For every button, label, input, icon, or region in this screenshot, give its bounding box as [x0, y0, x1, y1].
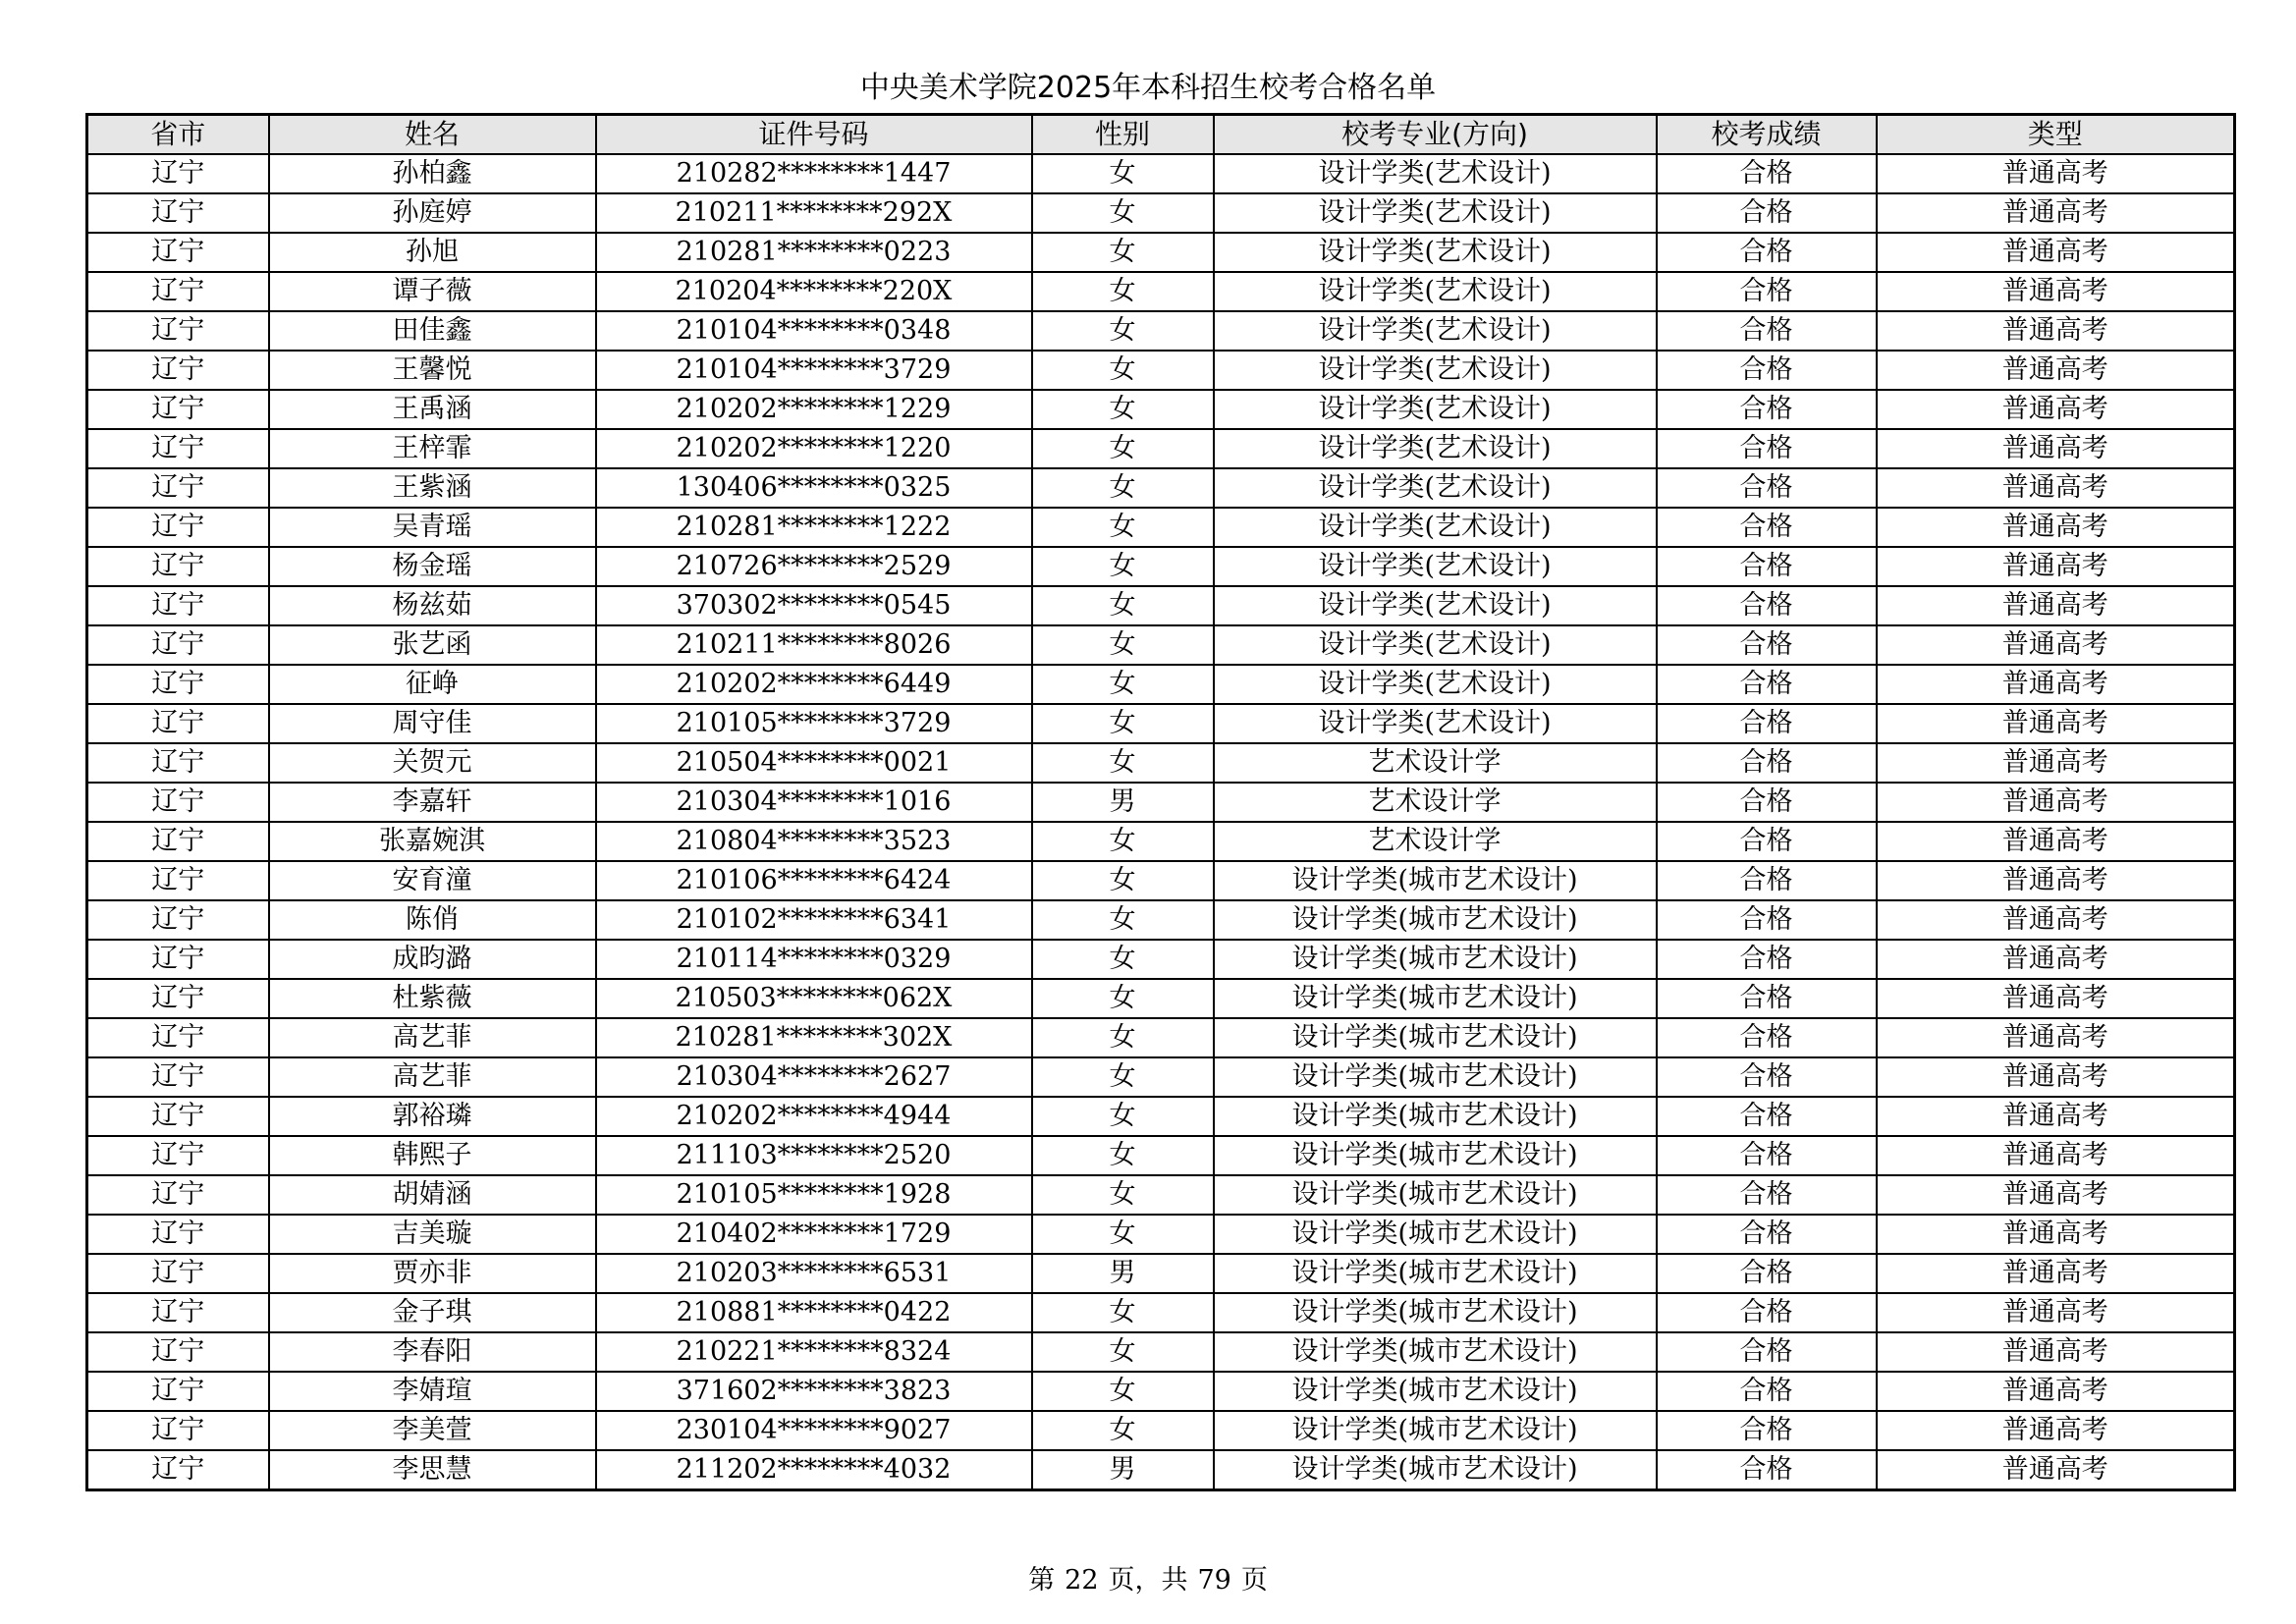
cell-id-number: 210504********0021 — [596, 743, 1032, 783]
column-header-type: 类型 — [1877, 115, 2235, 155]
cell-id-number: 210281********302X — [596, 1018, 1032, 1057]
cell-type: 普通高考 — [1877, 272, 2235, 311]
cell-gender: 女 — [1032, 625, 1214, 665]
cell-province: 辽宁 — [87, 625, 269, 665]
cell-province: 辽宁 — [87, 1215, 269, 1254]
cell-type: 普通高考 — [1877, 311, 2235, 351]
column-header-id-number: 证件号码 — [596, 115, 1032, 155]
cell-type: 普通高考 — [1877, 233, 2235, 272]
cell-gender: 女 — [1032, 743, 1214, 783]
cell-type: 普通高考 — [1877, 1057, 2235, 1097]
cell-name: 王禹涵 — [269, 390, 596, 429]
cell-score: 合格 — [1657, 704, 1877, 743]
cell-id-number: 210104********3729 — [596, 351, 1032, 390]
cell-id-number: 210202********1220 — [596, 429, 1032, 468]
cell-name: 张艺函 — [269, 625, 596, 665]
cell-gender: 女 — [1032, 979, 1214, 1018]
page-suffix: 页 — [1240, 1565, 1268, 1596]
cell-gender: 男 — [1032, 783, 1214, 822]
cell-major: 设计学类(艺术设计) — [1214, 429, 1657, 468]
cell-type: 普通高考 — [1877, 1411, 2235, 1450]
cell-major: 设计学类(城市艺术设计) — [1214, 1372, 1657, 1411]
table-header-row — [87, 115, 2235, 155]
table-row — [87, 351, 2235, 390]
cell-name: 郭裕璘 — [269, 1097, 596, 1136]
cell-gender: 女 — [1032, 940, 1214, 979]
cell-score: 合格 — [1657, 1018, 1877, 1057]
cell-gender: 女 — [1032, 822, 1214, 861]
cell-id-number: 210281********1222 — [596, 508, 1032, 547]
cell-major: 设计学类(城市艺术设计) — [1214, 1136, 1657, 1175]
cell-id-number: 210221********8324 — [596, 1332, 1032, 1372]
table-row — [87, 1018, 2235, 1057]
cell-province: 辽宁 — [87, 272, 269, 311]
table-row — [87, 233, 2235, 272]
cell-name: 孙庭婷 — [269, 193, 596, 233]
page-mid: 页，共 — [1108, 1565, 1188, 1596]
cell-province: 辽宁 — [87, 704, 269, 743]
cell-province: 辽宁 — [87, 468, 269, 508]
page-current: 22 — [1065, 1565, 1099, 1596]
cell-major: 设计学类(艺术设计) — [1214, 154, 1657, 193]
cell-type: 普通高考 — [1877, 625, 2235, 665]
cell-province: 辽宁 — [87, 508, 269, 547]
cell-province: 辽宁 — [87, 1175, 269, 1215]
cell-score: 合格 — [1657, 783, 1877, 822]
cell-type: 普通高考 — [1877, 1175, 2235, 1215]
cell-major: 设计学类(城市艺术设计) — [1214, 1332, 1657, 1372]
cell-name: 王梓霏 — [269, 429, 596, 468]
cell-id-number: 210282********1447 — [596, 154, 1032, 193]
cell-name: 杜紫薇 — [269, 979, 596, 1018]
cell-score: 合格 — [1657, 1254, 1877, 1293]
cell-id-number: 210726********2529 — [596, 547, 1032, 586]
cell-type: 普通高考 — [1877, 193, 2235, 233]
cell-gender: 女 — [1032, 1136, 1214, 1175]
cell-id-number: 210105********1928 — [596, 1175, 1032, 1215]
cell-score: 合格 — [1657, 468, 1877, 508]
cell-gender: 女 — [1032, 390, 1214, 429]
cell-score: 合格 — [1657, 979, 1877, 1018]
table-row — [87, 429, 2235, 468]
cell-major: 设计学类(艺术设计) — [1214, 586, 1657, 625]
cell-name: 韩熙子 — [269, 1136, 596, 1175]
cell-type: 普通高考 — [1877, 940, 2235, 979]
cell-province: 辽宁 — [87, 547, 269, 586]
cell-type: 普通高考 — [1877, 508, 2235, 547]
cell-province: 辽宁 — [87, 1293, 269, 1332]
cell-gender: 女 — [1032, 1057, 1214, 1097]
cell-major: 设计学类(城市艺术设计) — [1214, 900, 1657, 940]
table-row — [87, 1136, 2235, 1175]
cell-province: 辽宁 — [87, 311, 269, 351]
cell-name: 杨兹茹 — [269, 586, 596, 625]
cell-type: 普通高考 — [1877, 1215, 2235, 1254]
cell-type: 普通高考 — [1877, 1372, 2235, 1411]
table-body — [87, 154, 2235, 1490]
cell-score: 合格 — [1657, 1136, 1877, 1175]
cell-score: 合格 — [1657, 665, 1877, 704]
cell-gender: 女 — [1032, 1175, 1214, 1215]
cell-gender: 女 — [1032, 1293, 1214, 1332]
cell-type: 普通高考 — [1877, 822, 2235, 861]
table-row — [87, 743, 2235, 783]
cell-score: 合格 — [1657, 351, 1877, 390]
cell-major: 设计学类(艺术设计) — [1214, 272, 1657, 311]
cell-id-number: 210804********3523 — [596, 822, 1032, 861]
cell-type: 普通高考 — [1877, 979, 2235, 1018]
cell-major: 设计学类(城市艺术设计) — [1214, 1097, 1657, 1136]
cell-name: 关贺元 — [269, 743, 596, 783]
table-row — [87, 1254, 2235, 1293]
cell-major: 设计学类(城市艺术设计) — [1214, 1450, 1657, 1490]
cell-type: 普通高考 — [1877, 1332, 2235, 1372]
table-row — [87, 900, 2235, 940]
table-row — [87, 1411, 2235, 1450]
table-row — [87, 940, 2235, 979]
cell-gender: 女 — [1032, 351, 1214, 390]
cell-type: 普通高考 — [1877, 665, 2235, 704]
cell-gender: 女 — [1032, 233, 1214, 272]
cell-province: 辽宁 — [87, 1097, 269, 1136]
table-row — [87, 1057, 2235, 1097]
cell-id-number: 210202********6449 — [596, 665, 1032, 704]
cell-id-number: 210203********6531 — [596, 1254, 1032, 1293]
column-header-gender: 性别 — [1032, 115, 1214, 155]
cell-gender: 女 — [1032, 1215, 1214, 1254]
table-row — [87, 1175, 2235, 1215]
cell-name: 孙柏鑫 — [269, 154, 596, 193]
cell-major: 设计学类(城市艺术设计) — [1214, 861, 1657, 900]
cell-province: 辽宁 — [87, 586, 269, 625]
cell-score: 合格 — [1657, 822, 1877, 861]
cell-major: 设计学类(城市艺术设计) — [1214, 1057, 1657, 1097]
cell-name: 李婧瑄 — [269, 1372, 596, 1411]
cell-gender: 女 — [1032, 1097, 1214, 1136]
cell-gender: 女 — [1032, 900, 1214, 940]
cell-id-number: 371602********3823 — [596, 1372, 1032, 1411]
table-row — [87, 1372, 2235, 1411]
cell-name: 周守佳 — [269, 704, 596, 743]
cell-score: 合格 — [1657, 311, 1877, 351]
table-row — [87, 272, 2235, 311]
page-total: 79 — [1197, 1565, 1231, 1596]
table-row — [87, 1215, 2235, 1254]
cell-name: 金子琪 — [269, 1293, 596, 1332]
cell-score: 合格 — [1657, 1175, 1877, 1215]
cell-type: 普通高考 — [1877, 900, 2235, 940]
table-row — [87, 1097, 2235, 1136]
cell-score: 合格 — [1657, 1450, 1877, 1490]
cell-name: 吉美璇 — [269, 1215, 596, 1254]
cell-score: 合格 — [1657, 1097, 1877, 1136]
cell-id-number: 370302********0545 — [596, 586, 1032, 625]
document-title: 中央美术学院2025年本科招生校考合格名单 — [859, 71, 1437, 105]
cell-province: 辽宁 — [87, 1411, 269, 1450]
cell-id-number: 230104********9027 — [596, 1411, 1032, 1450]
cell-gender: 女 — [1032, 154, 1214, 193]
cell-major: 艺术设计学 — [1214, 743, 1657, 783]
cell-gender: 女 — [1032, 861, 1214, 900]
cell-score: 合格 — [1657, 233, 1877, 272]
cell-type: 普通高考 — [1877, 429, 2235, 468]
table-row — [87, 390, 2235, 429]
cell-province: 辽宁 — [87, 193, 269, 233]
cell-type: 普通高考 — [1877, 1254, 2235, 1293]
cell-gender: 女 — [1032, 665, 1214, 704]
cell-major: 艺术设计学 — [1214, 783, 1657, 822]
cell-score: 合格 — [1657, 508, 1877, 547]
cell-score: 合格 — [1657, 1332, 1877, 1372]
page-prefix: 第 — [1028, 1565, 1056, 1596]
cell-type: 普通高考 — [1877, 1450, 2235, 1490]
cell-gender: 男 — [1032, 1450, 1214, 1490]
cell-major: 设计学类(城市艺术设计) — [1214, 1018, 1657, 1057]
cell-province: 辽宁 — [87, 1450, 269, 1490]
cell-score: 合格 — [1657, 1057, 1877, 1097]
cell-province: 辽宁 — [87, 429, 269, 468]
cell-gender: 女 — [1032, 429, 1214, 468]
admission-list-table — [85, 113, 2236, 1491]
table-row — [87, 822, 2235, 861]
cell-name: 张嘉婉淇 — [269, 822, 596, 861]
cell-type: 普通高考 — [1877, 547, 2235, 586]
cell-major: 设计学类(艺术设计) — [1214, 625, 1657, 665]
table-row — [87, 154, 2235, 193]
cell-id-number: 210402********1729 — [596, 1215, 1032, 1254]
cell-province: 辽宁 — [87, 940, 269, 979]
cell-province: 辽宁 — [87, 979, 269, 1018]
cell-name: 高艺菲 — [269, 1057, 596, 1097]
column-header-province: 省市 — [87, 115, 269, 155]
cell-name: 安育潼 — [269, 861, 596, 900]
cell-major: 艺术设计学 — [1214, 822, 1657, 861]
cell-province: 辽宁 — [87, 783, 269, 822]
cell-score: 合格 — [1657, 429, 1877, 468]
cell-major: 设计学类(城市艺术设计) — [1214, 1293, 1657, 1332]
cell-major: 设计学类(艺术设计) — [1214, 193, 1657, 233]
cell-gender: 女 — [1032, 311, 1214, 351]
cell-major: 设计学类(城市艺术设计) — [1214, 1254, 1657, 1293]
cell-score: 合格 — [1657, 940, 1877, 979]
cell-type: 普通高考 — [1877, 1136, 2235, 1175]
table-row — [87, 1293, 2235, 1332]
table-row — [87, 508, 2235, 547]
cell-province: 辽宁 — [87, 351, 269, 390]
cell-name: 李美萱 — [269, 1411, 596, 1450]
cell-gender: 女 — [1032, 1411, 1214, 1450]
cell-type: 普通高考 — [1877, 390, 2235, 429]
cell-score: 合格 — [1657, 743, 1877, 783]
table-row — [87, 783, 2235, 822]
cell-major: 设计学类(城市艺术设计) — [1214, 979, 1657, 1018]
cell-province: 辽宁 — [87, 1136, 269, 1175]
cell-type: 普通高考 — [1877, 1293, 2235, 1332]
cell-major: 设计学类(艺术设计) — [1214, 351, 1657, 390]
cell-id-number: 210881********0422 — [596, 1293, 1032, 1332]
cell-major: 设计学类(城市艺术设计) — [1214, 1175, 1657, 1215]
cell-gender: 男 — [1032, 1254, 1214, 1293]
cell-score: 合格 — [1657, 900, 1877, 940]
cell-name: 成昀潞 — [269, 940, 596, 979]
cell-id-number: 210202********4944 — [596, 1097, 1032, 1136]
cell-province: 辽宁 — [87, 822, 269, 861]
cell-score: 合格 — [1657, 390, 1877, 429]
cell-id-number: 210105********3729 — [596, 704, 1032, 743]
cell-major: 设计学类(城市艺术设计) — [1214, 940, 1657, 979]
cell-score: 合格 — [1657, 1411, 1877, 1450]
cell-id-number: 210202********1229 — [596, 390, 1032, 429]
cell-id-number: 210211********292X — [596, 193, 1032, 233]
cell-score: 合格 — [1657, 1215, 1877, 1254]
cell-id-number: 211202********4032 — [596, 1450, 1032, 1490]
cell-score: 合格 — [1657, 154, 1877, 193]
cell-id-number: 210281********0223 — [596, 233, 1032, 272]
cell-score: 合格 — [1657, 586, 1877, 625]
cell-score: 合格 — [1657, 193, 1877, 233]
cell-id-number: 210304********2627 — [596, 1057, 1032, 1097]
cell-id-number: 210106********6424 — [596, 861, 1032, 900]
cell-major: 设计学类(艺术设计) — [1214, 311, 1657, 351]
cell-major: 设计学类(艺术设计) — [1214, 665, 1657, 704]
table-row — [87, 861, 2235, 900]
cell-id-number: 210211********8026 — [596, 625, 1032, 665]
cell-gender: 女 — [1032, 547, 1214, 586]
cell-type: 普通高考 — [1877, 743, 2235, 783]
cell-gender: 女 — [1032, 193, 1214, 233]
cell-province: 辽宁 — [87, 1057, 269, 1097]
cell-type: 普通高考 — [1877, 861, 2235, 900]
table-row — [87, 665, 2235, 704]
cell-gender: 女 — [1032, 272, 1214, 311]
cell-name: 征峥 — [269, 665, 596, 704]
cell-id-number: 210104********0348 — [596, 311, 1032, 351]
cell-name: 陈俏 — [269, 900, 596, 940]
cell-type: 普通高考 — [1877, 704, 2235, 743]
cell-type: 普通高考 — [1877, 154, 2235, 193]
cell-name: 王紫涵 — [269, 468, 596, 508]
table-row — [87, 547, 2235, 586]
cell-name: 胡婧涵 — [269, 1175, 596, 1215]
cell-name: 杨金瑶 — [269, 547, 596, 586]
cell-name: 李嘉轩 — [269, 783, 596, 822]
cell-major: 设计学类(艺术设计) — [1214, 233, 1657, 272]
table-row — [87, 1450, 2235, 1490]
cell-id-number: 210304********1016 — [596, 783, 1032, 822]
cell-gender: 女 — [1032, 704, 1214, 743]
cell-name: 贾亦非 — [269, 1254, 596, 1293]
table-row — [87, 1332, 2235, 1372]
cell-gender: 女 — [1032, 1018, 1214, 1057]
cell-gender: 女 — [1032, 1332, 1214, 1372]
cell-type: 普通高考 — [1877, 468, 2235, 508]
cell-score: 合格 — [1657, 1293, 1877, 1332]
cell-score: 合格 — [1657, 547, 1877, 586]
table-row — [87, 586, 2235, 625]
cell-type: 普通高考 — [1877, 1018, 2235, 1057]
cell-name: 谭子薇 — [269, 272, 596, 311]
cell-id-number: 130406********0325 — [596, 468, 1032, 508]
cell-province: 辽宁 — [87, 861, 269, 900]
cell-name: 孙旭 — [269, 233, 596, 272]
cell-gender: 女 — [1032, 468, 1214, 508]
cell-major: 设计学类(城市艺术设计) — [1214, 1215, 1657, 1254]
cell-score: 合格 — [1657, 1372, 1877, 1411]
table-row — [87, 311, 2235, 351]
cell-name: 李思慧 — [269, 1450, 596, 1490]
cell-gender: 女 — [1032, 508, 1214, 547]
cell-type: 普通高考 — [1877, 351, 2235, 390]
cell-name: 王馨悦 — [269, 351, 596, 390]
cell-province: 辽宁 — [87, 900, 269, 940]
table-row — [87, 979, 2235, 1018]
cell-name: 高艺菲 — [269, 1018, 596, 1057]
cell-id-number: 210114********0329 — [596, 940, 1032, 979]
cell-major: 设计学类(艺术设计) — [1214, 468, 1657, 508]
cell-major: 设计学类(艺术设计) — [1214, 547, 1657, 586]
cell-type: 普通高考 — [1877, 783, 2235, 822]
cell-province: 辽宁 — [87, 233, 269, 272]
cell-major: 设计学类(艺术设计) — [1214, 508, 1657, 547]
cell-province: 辽宁 — [87, 665, 269, 704]
column-header-name: 姓名 — [269, 115, 596, 155]
cell-score: 合格 — [1657, 272, 1877, 311]
cell-gender: 女 — [1032, 586, 1214, 625]
cell-province: 辽宁 — [87, 1332, 269, 1372]
cell-score: 合格 — [1657, 625, 1877, 665]
table-row — [87, 704, 2235, 743]
cell-name: 李春阳 — [269, 1332, 596, 1372]
cell-type: 普通高考 — [1877, 1097, 2235, 1136]
cell-province: 辽宁 — [87, 1018, 269, 1057]
cell-id-number: 210102********6341 — [596, 900, 1032, 940]
cell-gender: 女 — [1032, 1372, 1214, 1411]
cell-major: 设计学类(艺术设计) — [1214, 390, 1657, 429]
column-header-major: 校考专业(方向) — [1214, 115, 1657, 155]
column-header-score: 校考成绩 — [1657, 115, 1877, 155]
cell-province: 辽宁 — [87, 1372, 269, 1411]
cell-name: 吴青瑶 — [269, 508, 596, 547]
cell-province: 辽宁 — [87, 390, 269, 429]
cell-id-number: 210204********220X — [596, 272, 1032, 311]
cell-id-number: 210503********062X — [596, 979, 1032, 1018]
cell-type: 普通高考 — [1877, 586, 2235, 625]
table-row — [87, 193, 2235, 233]
cell-province: 辽宁 — [87, 743, 269, 783]
cell-name: 田佳鑫 — [269, 311, 596, 351]
cell-province: 辽宁 — [87, 154, 269, 193]
page-footer — [0, 1561, 2296, 1600]
cell-score: 合格 — [1657, 861, 1877, 900]
cell-major: 设计学类(艺术设计) — [1214, 704, 1657, 743]
cell-province: 辽宁 — [87, 1254, 269, 1293]
table-row — [87, 625, 2235, 665]
cell-major: 设计学类(城市艺术设计) — [1214, 1411, 1657, 1450]
table-row — [87, 468, 2235, 508]
cell-id-number: 211103********2520 — [596, 1136, 1032, 1175]
